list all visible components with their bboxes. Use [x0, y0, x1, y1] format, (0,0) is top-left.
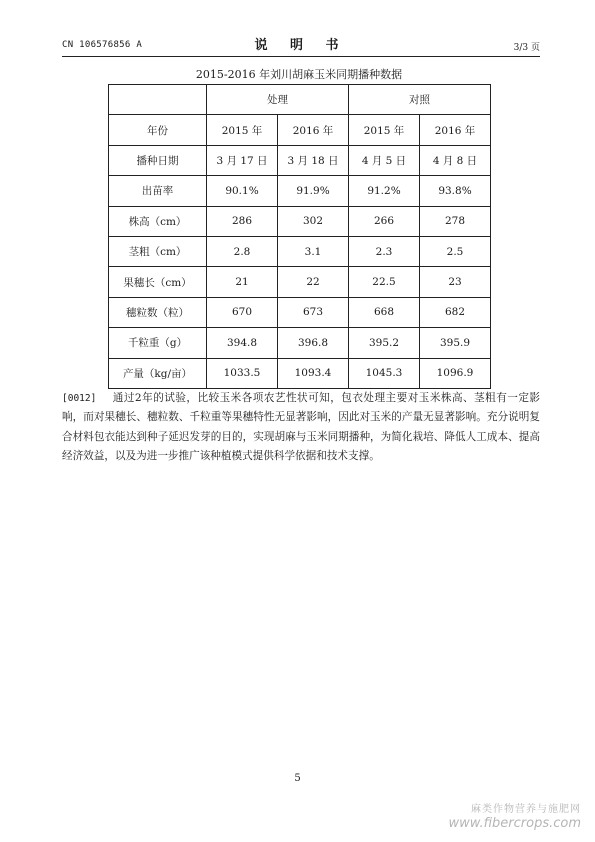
- table-cell: 2016 年: [420, 115, 491, 145]
- table-row: [109, 236, 491, 266]
- table-cell: 2015 年: [207, 115, 278, 145]
- table-cell: 4 月 8 日: [420, 145, 491, 175]
- table-cell: 90.1%: [207, 176, 278, 206]
- page-header: [62, 34, 540, 54]
- table-cell: 22.5: [349, 267, 420, 297]
- group-header-control: 对照: [349, 85, 491, 115]
- row-label-cell: 年份: [109, 115, 207, 145]
- table-cell: 93.8%: [420, 176, 491, 206]
- table-row: [109, 328, 491, 358]
- table-cell: 266: [349, 206, 420, 236]
- table-cell: 3 月 18 日: [278, 145, 349, 175]
- table-cell: 23: [420, 267, 491, 297]
- table-title: 2015-2016 年刘川胡麻玉米同期播种数据: [195, 68, 403, 81]
- table-row: [109, 358, 491, 388]
- table-cell: 286: [207, 206, 278, 236]
- table-cell: 668: [349, 297, 420, 327]
- header-rule: [62, 56, 540, 57]
- publication-number: CN 106576856 A: [62, 40, 143, 50]
- watermark-url: www.fibercrops.com: [448, 816, 581, 831]
- table-cell: 670: [207, 297, 278, 327]
- table-cell: 1045.3: [349, 358, 420, 388]
- table-cell: 394.8: [207, 328, 278, 358]
- table-cell: 4 月 5 日: [349, 145, 420, 175]
- table-cell: 2.8: [207, 236, 278, 266]
- table-cell: 91.9%: [278, 176, 349, 206]
- row-label-cell: 播种日期: [109, 145, 207, 175]
- table-cell: 2.3: [349, 236, 420, 266]
- table-cell: 3 月 17 日: [207, 145, 278, 175]
- group-header-treatment: 处理: [207, 85, 349, 115]
- row-label-cell: 出苗率: [109, 176, 207, 206]
- table-corner-cell: [109, 85, 207, 115]
- table-row: [109, 206, 491, 236]
- row-label-cell: 茎粗（cm）: [109, 236, 207, 266]
- table-cell: 21: [207, 267, 278, 297]
- watermark-site-name: 麻类作物营养与施肥网: [471, 804, 581, 815]
- table-cell: 91.2%: [349, 176, 420, 206]
- table-row: [109, 176, 491, 206]
- table-cell: 2.5: [420, 236, 491, 266]
- row-label-cell: 产量（kg/亩）: [109, 358, 207, 388]
- table-cell: 682: [420, 297, 491, 327]
- table-row: [109, 145, 491, 175]
- row-label-cell: 千粒重（g）: [109, 328, 207, 358]
- table-cell: 1096.9: [420, 358, 491, 388]
- paragraph-tag: [0012]: [62, 393, 97, 404]
- table-row: [109, 267, 491, 297]
- table-row: [109, 297, 491, 327]
- table-cell: 22: [278, 267, 349, 297]
- table-cell: 1093.4: [278, 358, 349, 388]
- table-cell: 673: [278, 297, 349, 327]
- page-number: 5: [294, 773, 301, 784]
- table-cell: 396.8: [278, 328, 349, 358]
- table-cell: 2015 年: [349, 115, 420, 145]
- table-cell: 395.9: [420, 328, 491, 358]
- document-type-title: 说 明 书: [254, 38, 348, 53]
- table-cell: 302: [278, 206, 349, 236]
- table-group-header-row: [109, 85, 491, 115]
- row-label-cell: 穗粒数（粒）: [109, 297, 207, 327]
- table-cell: 395.2: [349, 328, 420, 358]
- table-cell: 1033.5: [207, 358, 278, 388]
- paragraph-text: 通过2年的试验，比较玉米各项农艺性状可知，包衣处理主要对玉米株高、茎粗有一定影响，而对果穗长、穗粒数、千粒重等果穗特性无显著影响，因此对玉米的产量无显著影响。充分说明复合材料包衣能达到种子延迟发芽的目的，实现胡麻与玉米同期播种，为简化栽培、降低人工成本、提高经济效益，以及为进一步推广该种植模式提供科学依据和技术支撑。: [62, 392, 540, 463]
- table-cell: 278: [420, 206, 491, 236]
- table-cell: 3.1: [278, 236, 349, 266]
- row-label-cell: 果穗长（cm）: [109, 267, 207, 297]
- site-watermark: [448, 800, 581, 831]
- row-label-cell: 株高（cm）: [109, 206, 207, 236]
- table-cell: 2016 年: [278, 115, 349, 145]
- table-row: [109, 115, 491, 145]
- sowing-data-table: [108, 84, 491, 389]
- paragraph-0012: [62, 389, 540, 467]
- page-count: 3/3 页: [513, 43, 540, 53]
